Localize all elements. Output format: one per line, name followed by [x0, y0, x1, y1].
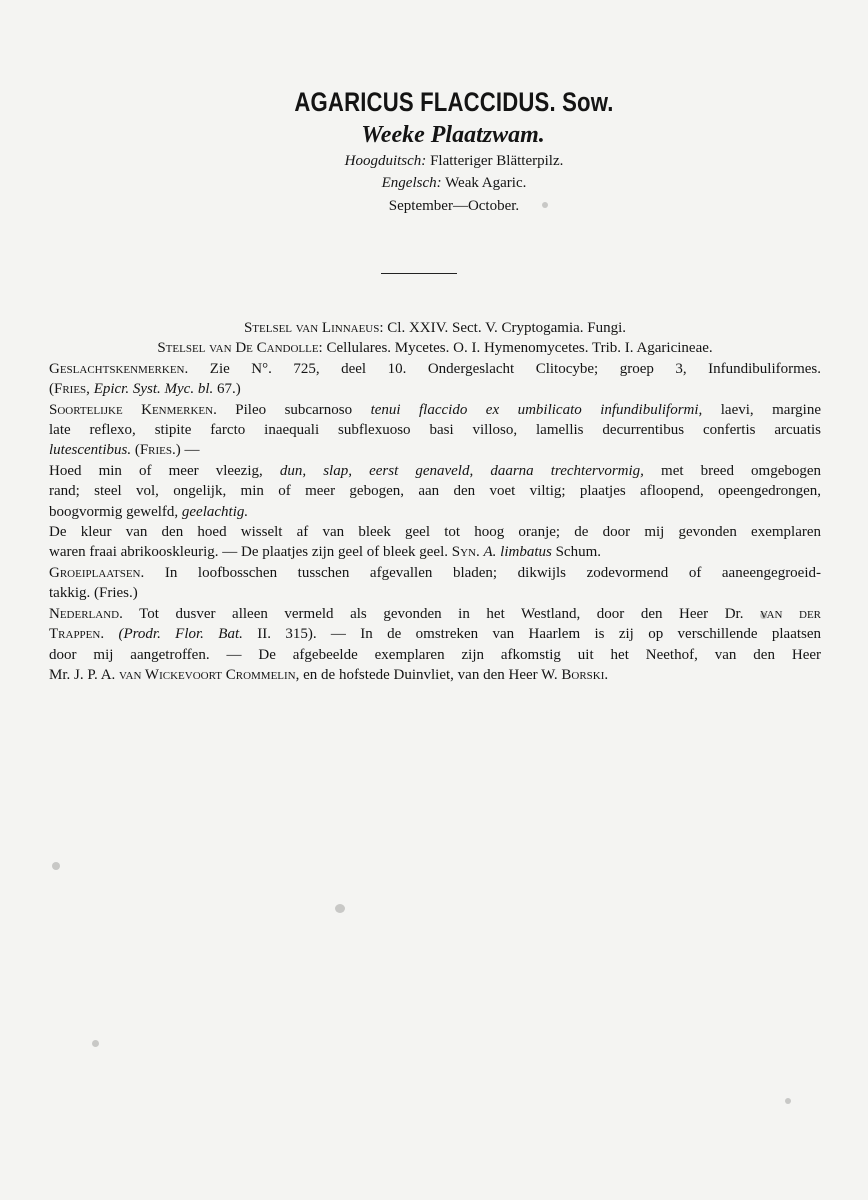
- genus-text-1: Zie N°. 725, deel 10. Ondergeslacht Clitocybe; groep 3, Infundibuliformes.: [209, 360, 822, 377]
- species-line-3: [49, 440, 821, 460]
- hoed-line-1: [49, 461, 821, 481]
- ned-text-4a: Mr. J. P. A.: [49, 666, 116, 683]
- german-name: Flatteriger Blätterpilz.: [430, 153, 564, 169]
- body-text: [49, 318, 821, 685]
- species-text-3a: lutescentibus.: [49, 442, 132, 459]
- ned-text-4b: van Wickevoort Crommelin,: [119, 666, 300, 683]
- ned-text-4c: en de hofstede Duinvliet, van den Heer W.: [303, 666, 558, 683]
- paper-speck: [92, 1040, 99, 1047]
- kleur-text-2c: A. limbatus: [483, 544, 552, 561]
- species-text-1a: Pileo subcarnoso: [235, 401, 353, 418]
- species-line-1: [49, 400, 821, 420]
- kleur-line-1: De kleur van den hoed wisselt af van bleek geel tot hoog oranje; de door mij gevonden exemplaren: [49, 524, 821, 541]
- groei-label: Groeiplaatsen.: [49, 564, 145, 581]
- hoed-line-3: [49, 502, 821, 522]
- page-title: AGARICUS FLACCIDUS. Sow.: [294, 87, 614, 117]
- ned-line-1: [49, 604, 821, 624]
- paper-speck: [760, 612, 767, 619]
- paper-speck: [52, 862, 60, 870]
- ned-line-3: door mij aangetroffen. — De afgebeelde exemplaren zijn afkomstig uit het Neethof, van den Heer: [49, 646, 821, 663]
- genus-ref-b: Epicr. Syst. Myc. bl.: [93, 381, 214, 398]
- hoed-text-1c: met breed omgebogen: [661, 462, 822, 479]
- linnaeus-text: Cl. XXIV. Sect. V. Cryptogamia. Fungi.: [387, 320, 627, 336]
- linnaeus-line: [49, 318, 821, 338]
- ned-text-2a: Trappen.: [49, 626, 105, 643]
- groei-text-1: In loofbosschen tusschen afgevallen bladen; dikwijls zodevormend of aaneengegroeid-: [164, 564, 822, 581]
- paper-speck: [542, 202, 548, 208]
- ned-text-2b: (Prodr. Flor. Bat.: [118, 626, 243, 643]
- hoed-text-3a: boogvormig gewelfd,: [49, 503, 179, 520]
- german-label: Hoogduitsch:: [344, 153, 427, 169]
- candolle-line: [49, 338, 821, 358]
- german-name-line: [40, 150, 868, 172]
- ned-text-2c: II. 315). — In de omstreken van Haarlem is zij op verschillende plaatsen: [257, 626, 822, 643]
- header: [0, 86, 868, 218]
- paper-speck: [335, 904, 345, 913]
- species-text-3b: (Fries.) —: [134, 442, 200, 459]
- ned-line-2: [49, 624, 821, 644]
- divider-rule: [381, 273, 457, 274]
- english-name-line: [40, 172, 868, 194]
- ned-text-1a: Tot dusver alleen vermeld als gevonden in het Westland, door den Heer Dr.: [139, 605, 744, 622]
- groei-line-2: takkig. (Fries.): [49, 585, 138, 602]
- species-label: Soortelijke Kenmerken.: [49, 401, 217, 418]
- english-name: Weak Agaric.: [445, 175, 527, 191]
- genus-label: Geslachtskenmerken.: [49, 360, 189, 377]
- ned-line-4: [49, 665, 821, 685]
- genus-ref-a: (Fries,: [49, 381, 90, 398]
- dutch-name: Weeke Plaatzwam.: [361, 122, 545, 148]
- paper-speck: [785, 1098, 791, 1104]
- candolle-text: Cellulares. Mycetes. O. I. Hymenomycetes. Trib. I. Agaricineae.: [326, 340, 713, 357]
- genus-line-2: [49, 379, 821, 399]
- species-text-1c: laevi, margine: [720, 401, 822, 418]
- species-text-1b: tenui flaccido ex umbilicato infundibuliformi,: [370, 401, 703, 418]
- season: September—October.: [388, 198, 520, 214]
- english-label: Engelsch:: [381, 175, 442, 191]
- species-line-2: late reflexo, stipite farcto inaequali subflexuoso basi villoso, lamellis decurrentibus confertis arcuatis: [49, 422, 821, 439]
- kleur-text-2d: Schum.: [555, 544, 602, 561]
- kleur-line-2: [49, 542, 821, 562]
- hoed-line-2: rand; steel vol, ongelijk, min of meer gebogen, aan den voet viltig; plaatjes afloopend, opeengedrongen,: [49, 483, 821, 500]
- hoed-text-1b: dun, slap, eerst genaveld, daarna trechtervormig,: [279, 462, 644, 479]
- groei-line-1: [49, 563, 821, 583]
- kleur-text-2a: waren fraai abrikooskleurig. — De plaatjes zijn geel of bleek geel.: [49, 544, 449, 561]
- candolle-label: Stelsel van De Candolle:: [157, 340, 323, 357]
- ned-text-1b: van der: [760, 605, 822, 622]
- linnaeus-label: Stelsel van Linnaeus:: [243, 320, 384, 336]
- genus-line-1: [49, 359, 821, 379]
- hoed-text-3b: geelachtig.: [181, 503, 249, 520]
- ned-label: Nederland.: [49, 605, 123, 622]
- ned-text-4d: Borski.: [561, 666, 609, 683]
- hoed-text-1a: Hoed min of meer vleezig,: [49, 462, 263, 479]
- kleur-text-2b: Syn.: [451, 544, 480, 561]
- genus-ref-c: 67.): [217, 381, 241, 398]
